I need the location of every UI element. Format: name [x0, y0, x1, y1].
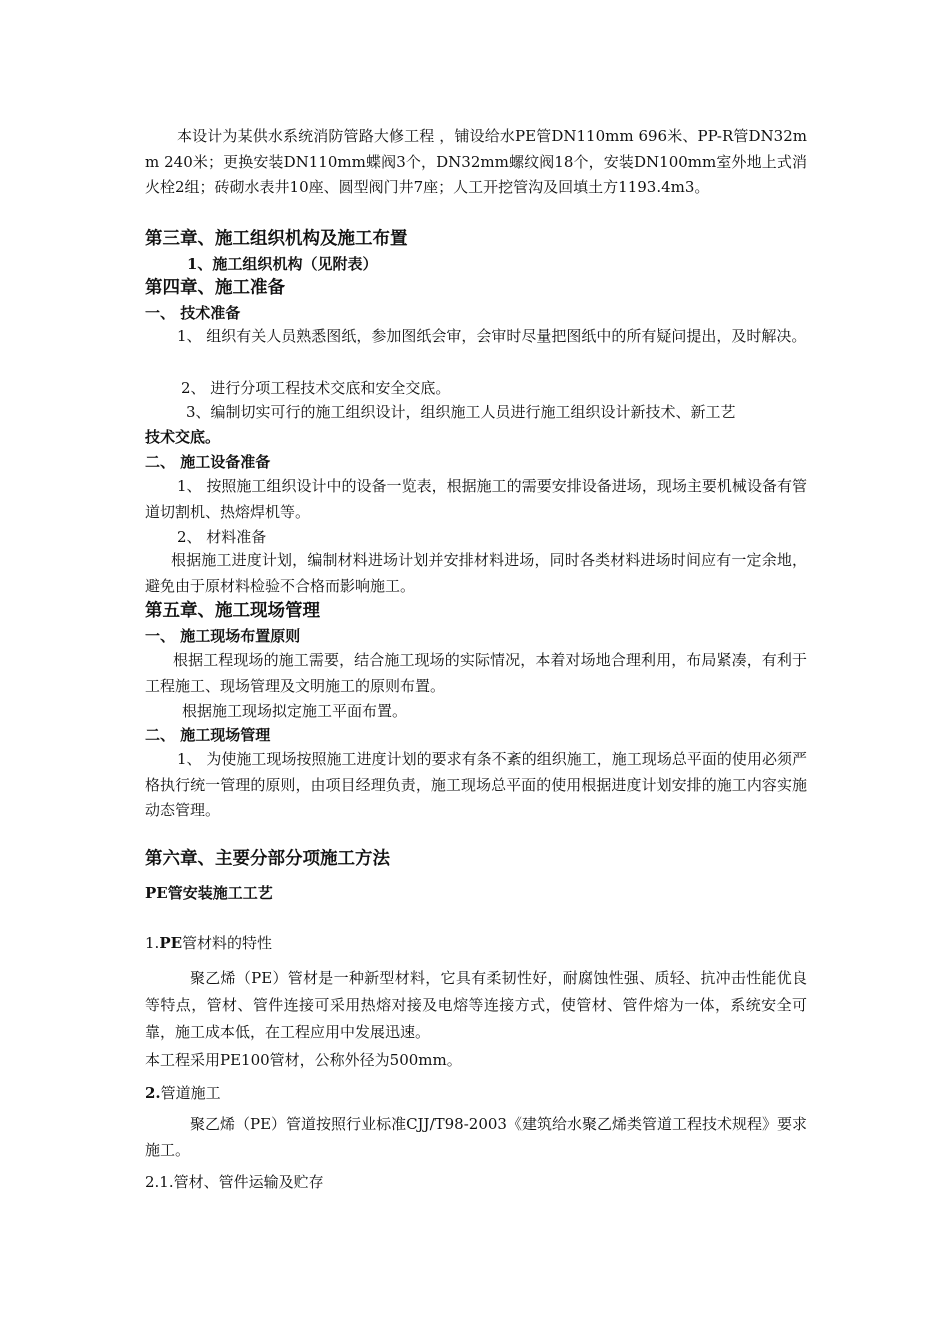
chapter-5-section-2: 二、 施工现场管理: [145, 726, 271, 744]
chapter-5-title: 第五章、施工现场管理: [145, 601, 320, 621]
chapter-5-paragraph-1: 根据工程现场的施工需要，结合施工现场的实际情况，本着对场地合理利用，布局紧凑，有利于工程施工、现场管理及文明施工的原则布置。: [145, 651, 807, 695]
chapter-4-paragraph-3: 3、编制切实可行的施工组织设计，组织施工人员进行施工组织设计新技术、新工艺: [186, 403, 736, 421]
section-1-paragraph-2: 本工程采用PE100管材，公称外径为500mm。: [145, 1051, 462, 1069]
chapter-4-paragraph-1: 1、 组织有关人员熟悉图纸，参加图纸会审，会审时尽量把图纸中的所有疑问提出，及时解决。: [177, 327, 807, 345]
chapter-4-paragraph-2: 2、 进行分项工程技术交底和安全交底。: [181, 379, 451, 397]
chapter-6-subtitle: PE管安装施工工艺: [145, 884, 273, 902]
chapter-4-section-1: 一、 技术准备: [145, 304, 241, 322]
section-1-number: 1.: [145, 934, 160, 952]
chapter-4-paragraph-3-cont: 技术交底。: [145, 428, 221, 446]
chapter-4-paragraph-6: 根据施工进度计划，编制材料进场计划并安排材料进场，同时各类材料进场时间应有一定余地，避免由于原材料检验不合格而影响施工。: [145, 551, 807, 595]
chapter-6-title: 第六章、主要分部分项施工方法: [145, 849, 390, 869]
section-2-paragraph: 聚乙烯（PE）管道按照行业标准CJJ/T98-2003《建筑给水聚乙烯类管道工程技术规程》要求施工。: [145, 1115, 807, 1159]
chapter-5-paragraph-3: 1、 为使施工现场按照施工进度计划的要求有条不紊的组织施工，施工现场总平面的使用必须严格执行统一管理的原则，由项目经理负责，施工现场总平面的使用根据进度计划安排的施工内容实施动态管理。: [145, 750, 807, 819]
chapter-3-title: 第三章、施工组织机构及施工布置: [145, 229, 408, 249]
section-1-heading: [145, 931, 807, 955]
chapter-4-title: 第四章、施工准备: [145, 278, 285, 298]
section-2-1-heading: 2.1.管材、管件运输及贮存: [145, 1173, 324, 1191]
section-1-text: 管材料的特性: [182, 934, 273, 952]
intro-paragraph: 本设计为某供水系统消防管路大修工程 ，铺设给水PE管DN110mm 696米、PP-R管DN32mm 240米；更换安装DN110mm蝶阀3个，DN32mm螺纹阀18个，安装DN100mm室外地上式消火栓2组；砖砌水表井10座、圆型阀门井7座；人工开挖管沟及回填土方1193.4m3。: [145, 127, 807, 196]
section-2-text: 管道施工: [160, 1084, 221, 1102]
chapter-4-paragraph-4: 1、 按照施工组织设计中的设备一览表，根据施工的需要安排设备进场，现场主要机械设备有管道切割机、热熔焊机等。: [145, 477, 807, 521]
chapter-3-section-1: 1、施工组织机构（见附表）: [187, 255, 378, 273]
section-1-paragraph: 聚乙烯（PE）管材是一种新型材料，它具有柔韧性好，耐腐蚀性强、质轻、抗冲击性能优良等特点，管材、管件连接可采用热熔对接及电熔等连接方式，使管材、管件熔为一体，系统安全可靠，施工成本低，在工程应用中发展迅速。: [145, 969, 807, 1041]
section-2-heading: [145, 1081, 807, 1105]
chapter-4-paragraph-5: 2、 材料准备: [177, 528, 267, 546]
section-2-number: 2.: [145, 1084, 161, 1102]
section-1-pe: PE: [159, 934, 183, 952]
chapter-5-section-1: 一、 施工现场布置原则: [145, 627, 301, 645]
chapter-4-section-2: 二、 施工设备准备: [145, 453, 271, 471]
chapter-5-paragraph-2: 根据施工现场拟定施工平面布置。: [182, 702, 408, 720]
